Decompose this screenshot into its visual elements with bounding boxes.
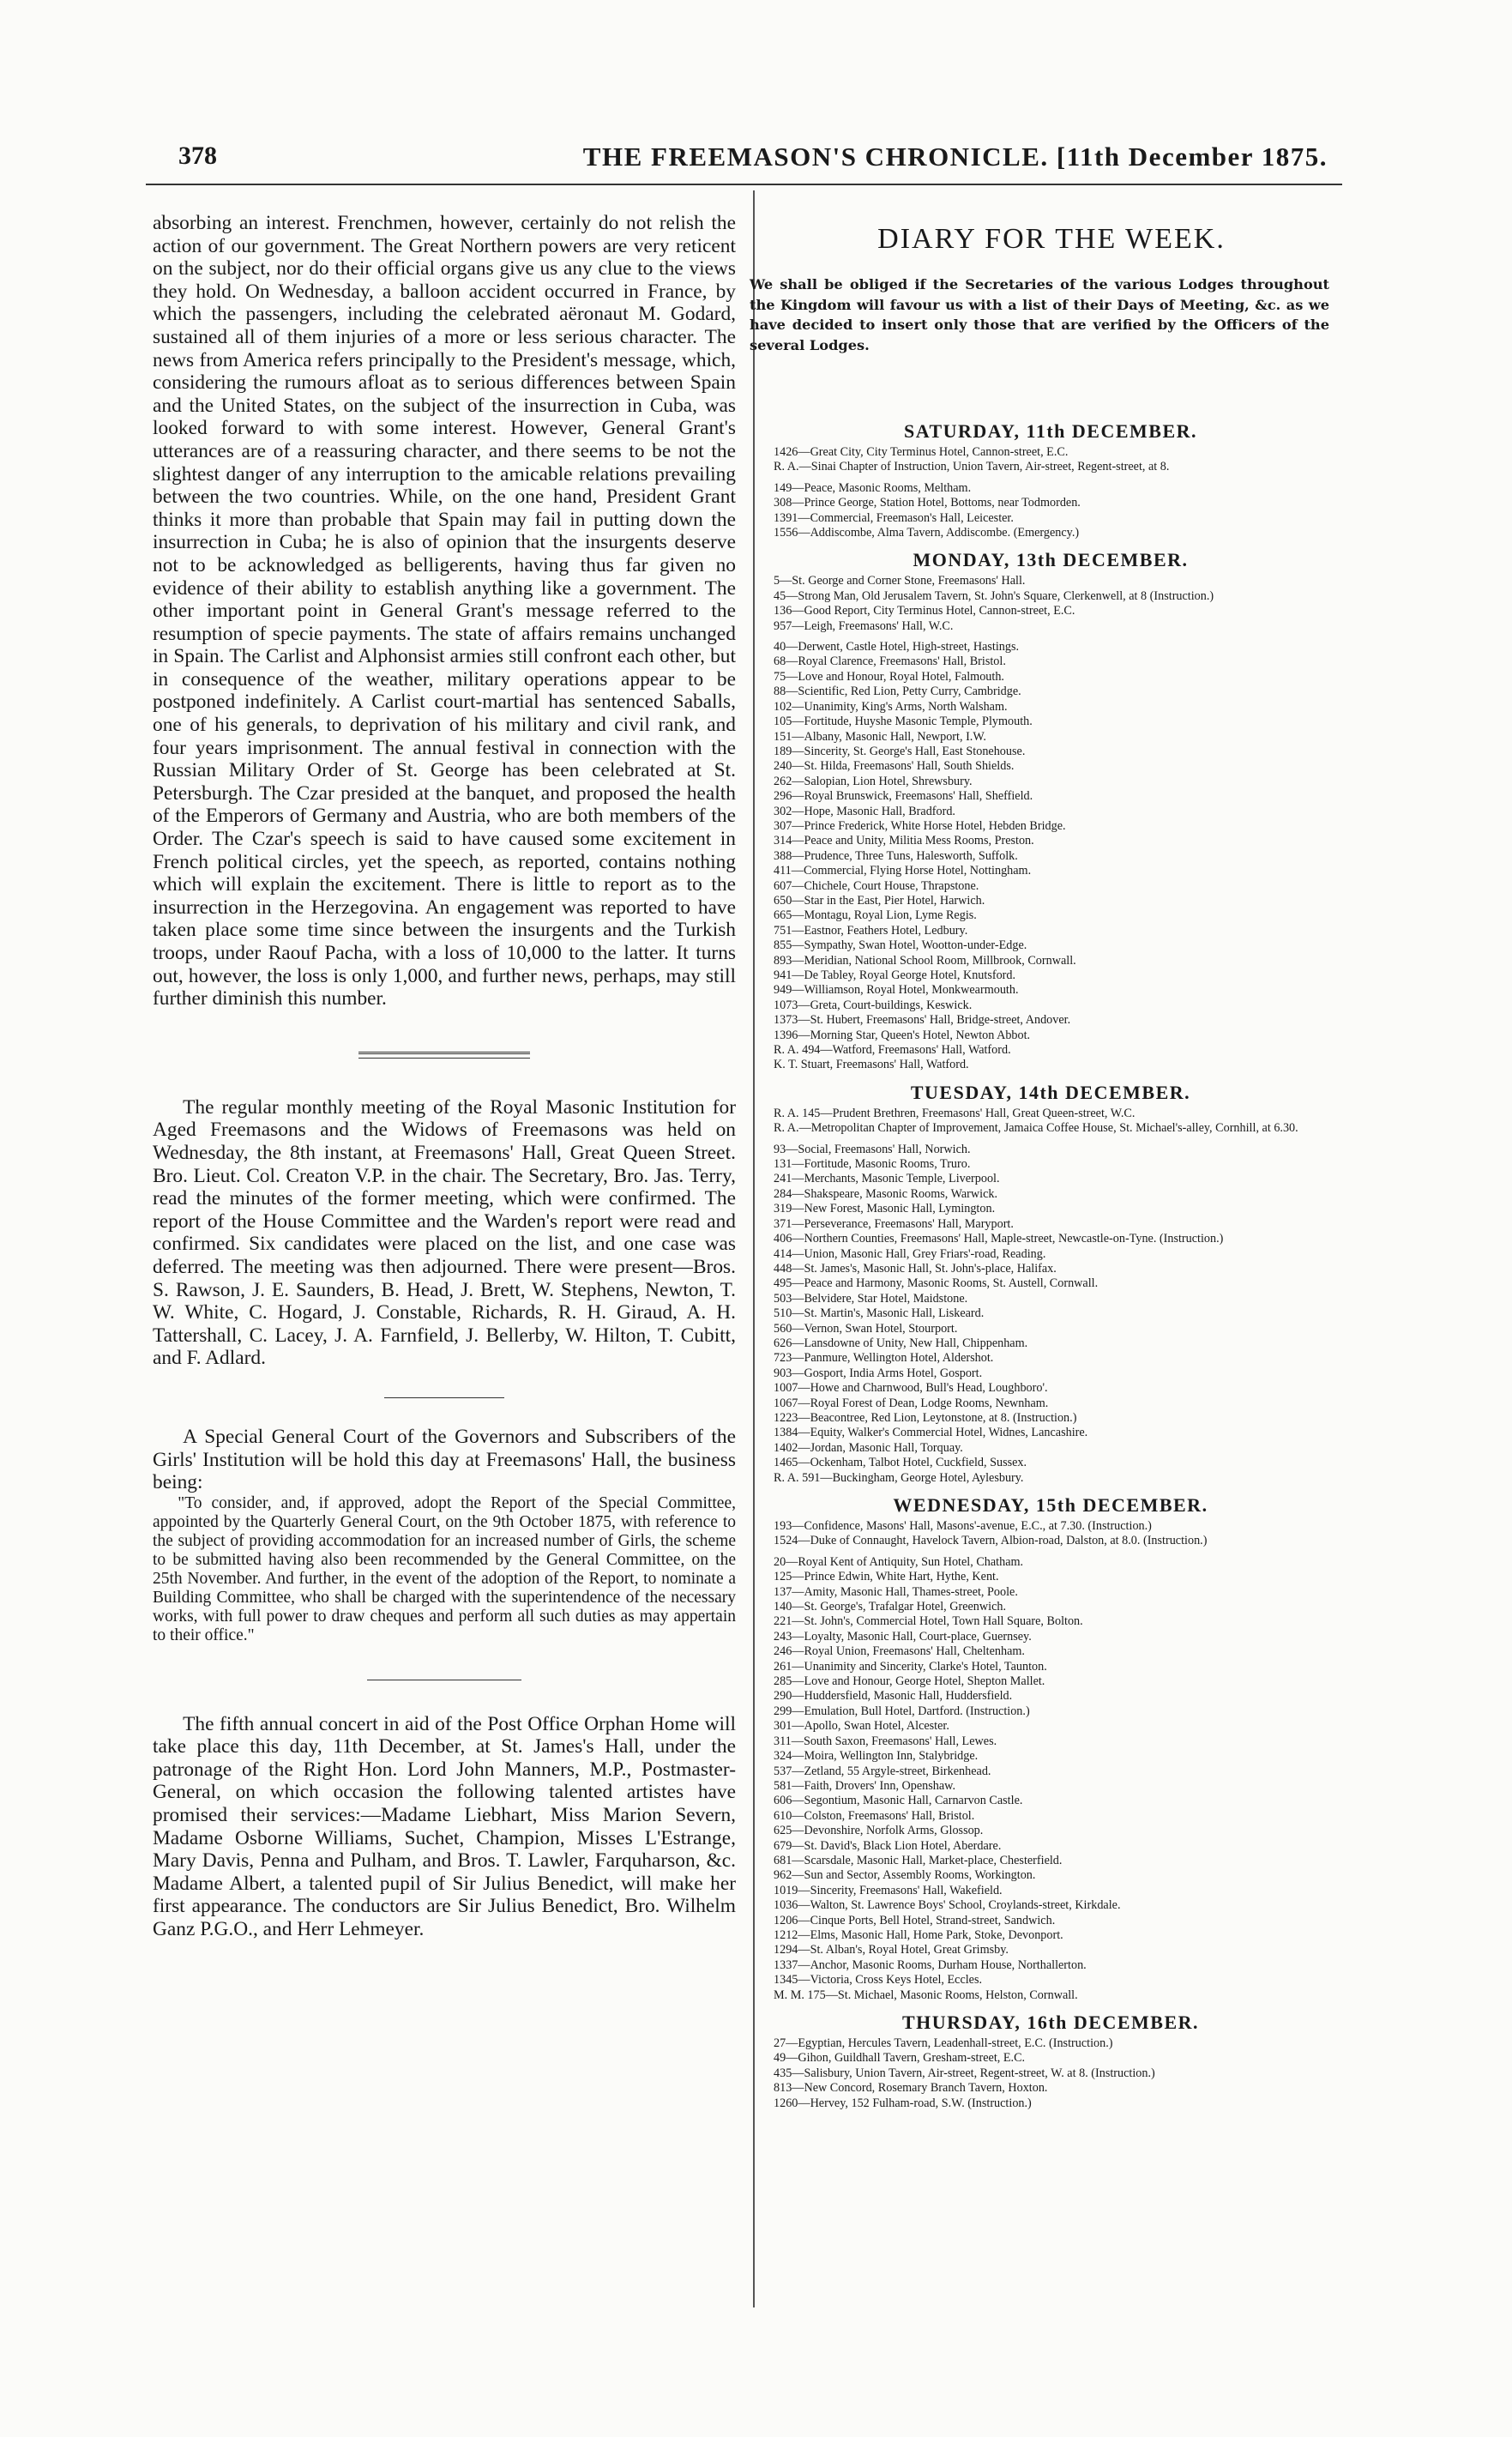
lodge-entry: 241—Merchants, Masonic Temple, Liverpool. [774,1172,1000,1186]
lodge-entry: 388—Prudence, Three Tuns, Halesworth, Suffolk. [774,848,1018,863]
lodge-entry: 949—Williamson, Royal Hotel, Monkwearmouth. [774,983,1019,998]
lodge-entry: 962—Sun and Sector, Assembly Rooms, Workington. [774,1868,1036,1883]
lodge-entry: 371—Perseverance, Freemasons' Hall, Maryport. [774,1216,1014,1231]
diary-intro: We shall be obliged if the Secretaries of the various Lodges throughout the Kingdom will favour us with a list of their Days of Meeting, &c. as we have decided to insert only those that are verified by the Officers of the several Lodges. [750,276,1329,353]
lodge-entry: 1073—Greta, Court-buildings, Keswick. [774,998,973,1012]
lodge-entry: R. A. 591—Buckingham, George Hotel, Aylesbury. [774,1470,1024,1485]
lodge-entry: 411—Commercial, Flying Horse Hotel, Nottingham. [774,864,1032,878]
lodge-entry: 40—Derwent, Castle Hotel, High-street, Hastings. [774,640,1020,654]
lodge-entry: 650—Star in the East, Pier Hotel, Harwich. [774,893,985,908]
lodge-entry: 20—Royal Kent of Antiquity, Sun Hotel, Chatham. [774,1554,1024,1569]
lodge-entry: 606—Segontium, Masonic Hall, Carnarvon Castle. [774,1794,1023,1808]
lodge-entry: 68—Royal Clarence, Freemasons' Hall, Bristol. [774,654,1006,669]
lodge-entry: 262—Salopian, Lion Hotel, Shrewsbury. [774,774,973,788]
lodge-entry: 560—Vernon, Swan Hotel, Stourport. [774,1321,958,1336]
lodge-entry: 5—St. George and Corner Stone, Freemasons' Hall. [774,574,1026,588]
lodge-entry: 1426—Great City, City Terminus Hotel, Cannon-street, E.C. [774,445,1069,459]
lodge-entry: 893—Meridian, National School Room, Millbrook, Cornwall. [774,953,1076,968]
lodge-entry: 193—Confidence, Masons' Hall, Masons'-avenue, E.C., at 7.30. (Instruction.) [774,1519,1152,1533]
lodge-entry: 510—St. Martin's, Masonic Hall, Liskeard. [774,1306,985,1321]
diary-title: DIARY FOR THE WEEK. [877,223,1226,255]
lodge-entry: 45—Strong Man, Old Jerusalem Tavern, St. John's Square, Clerkenwell, at 8 (Instruction.) [774,588,1214,603]
lodge-entry: 1206—Cinque Ports, Bell Hotel, Strand-street, Sandwich. [774,1913,1056,1927]
lodge-entry: 301—Apollo, Swan Hotel, Alcester. [774,1719,949,1734]
lodge-entry: 302—Hope, Masonic Hall, Bradford. [774,804,955,818]
group-gap [739,634,1338,640]
day-heading: MONDAY, 13th DECEMBER. [913,549,1189,571]
lodge-entry: 1260—Hervey, 152 Fulham-road, S.W. (Instruction.) [774,2096,1032,2110]
lodge-entry: 1556—Addiscombe, Alma Tavern, Addiscombe. (Emergency.) [774,526,1080,540]
group-gap [739,475,1338,481]
lodge-entry: 414—Union, Masonic Hall, Grey Friars'-road, Reading. [774,1246,1046,1261]
lodge-entry: 243—Loyalty, Masonic Hall, Court-place, Guernsey. [774,1629,1032,1644]
article-paragraph-news: absorbing an interest. Frenchmen, however, certainly do not relish the action of our government. The Great Northern powers are very reticent on the subject, nor do their official organs give us any clue to the views they hold. On Wednesday, a balloon accident occurred in France, by which the passengers, including the celebrated aëronaut M. Godard, sustained all of them injuries of a more or less serious character. The news from America refers principally to the President's message, which, considering the rumours afloat as to serious differences between Spain and the United States, on the subject of the insurrection in Cuba, was looked forward to with some interest. However, General Grant's utterances are of a reassuring character, and there seems to be not the slightest danger of any interruption to the amicable relations prevailing between the two countries. While, on the one hand, President Grant thinks it more than probable that Spain may fail in putting down the insurrection in Cuba; he is also of opinion that the insurgents deserve not to be acknowledged as belligerents, having thus far given no evidence of their ability to establish anything like a government. The other important point in General Grant's message referred to the resumption of specie payments. The state of affairs remains unchanged in Spain. The Carlist and Alphonsist armies still confront each other, but in consequence of the weather, military operations appear to be postponed indefinitely. A Carlist court-martial has sentenced Saballs, one of his generals, to deprivation of his military and civil rank, and four years imprisonment. The annual festival in connection with the Russian Military Order of St. George has been celebrated at St. Petersburgh. The Czar presided at the banquet, and proposed the health of the Emperors of Germany and Austria, who are both members of the Order. The Czar's speech is said to have caused some excitement in French political circles, yet the speech, as reported, contains nothing which will explain the excitement. There is little to report as to the insurrection in the Herzegovina. An engagement was reported to have taken place some time since between the insurgents and the Turkish troops, under Raouf Pacha, with a loss of 10,000 to the latter. It turns out, however, the loss is only 1,000, and further news, perhaps, may still further diminish this number. [153,212,736,1010]
lodge-entry: 681—Scarsdale, Masonic Hall, Market-place, Chesterfield. [774,1853,1063,1867]
lodge-entry: 1019—Sincerity, Freemasons' Hall, Wakefield. [774,1883,1003,1897]
lodge-entry: 855—Sympathy, Swan Hotel, Wootton-under-Edge. [774,938,1027,953]
group-gap [739,1549,1338,1555]
lodge-entry: 140—St. George's, Trafalgar Hotel, Greenwich. [774,1600,1007,1614]
lodge-entry: 311—South Saxon, Freemasons' Hall, Lewes. [774,1734,997,1748]
lodge-entry: 1345—Victoria, Cross Keys Hotel, Eccles. [774,1973,983,1988]
page-number: 378 [178,142,217,170]
lodge-entry: M. M. 175—St. Michael, Masonic Rooms, Helston, Cornwall. [774,1988,1078,2002]
lodge-entry: 610—Colston, Freemasons' Hall, Bristol. [774,1808,975,1823]
masthead-title: THE FREEMASON'S CHRONICLE. [11th December 1875. [582,142,1328,172]
lodge-entry: 1396—Morning Star, Queen's Hotel, Newton Abbot. [774,1028,1031,1042]
lodge-entry: 246—Royal Union, Freemasons' Hall, Cheltenham. [774,1644,1025,1659]
lodge-entry: 136—Good Report, City Terminus Hotel, Cannon-street, E.C. [774,604,1075,618]
day-heading: SATURDAY, 11th DECEMBER. [903,420,1198,442]
left-column [153,212,736,1941]
lodge-entry: 261—Unanimity and Sincerity, Clarke's Hotel, Taunton. [774,1659,1047,1674]
group-gap [739,1137,1338,1143]
lodge-entry: 435—Salisbury, Union Tavern, Air-street, Regent-street, W. at 8. (Instruction.) [774,2066,1155,2080]
lodge-entry: 495—Peace and Harmony, Masonic Rooms, St. Austell, Cornwall. [774,1276,1099,1291]
lodge-entry: 903—Gosport, India Arms Hotel, Gosport. [774,1366,983,1380]
lodge-entry: 88—Scientific, Red Lion, Petty Curry, Cambridge. [774,685,1021,699]
lodge-entry: 679—St. David's, Black Lion Hotel, Aberdare. [774,1838,1002,1853]
lodge-entry: 723—Panmure, Wellington Hotel, Aldershot. [774,1351,994,1366]
lodge-entry: R. A.—Metropolitan Chapter of Improvement, Jamaica Coffee House, St. Michael's-alley, Cornhill, at 6.30. [774,1121,1298,1136]
quoted-business-text: "To consider, and, if approved, adopt the Report of the Special Committee, appointed by the Quarterly General Court, on the 9th October 1875, with reference to the subject of providing accommodation for an increased number of Girls, the scheme to be submitted having also been recommended by the General Committee, on the 25th November. And further, in the event of the adoption of the Report, to nominate a Building Committee, who shall be charged with the superintendence of the necessary works, with full power to draw cheques and perform all such duties as may appertain to their office." [153,1493,736,1644]
lodge-entry: 189—Sincerity, St. George's Hall, East Stonehouse. [774,744,1026,758]
lodge-entry: 1212—Elms, Masonic Hall, Home Park, Stoke, Devonport. [774,1927,1063,1942]
article-paragraph-masonic-institution: The regular monthly meeting of the Royal Masonic Institution for Aged Freemasons and the Widows of Freemasons was held on Wednesday, the 8th instant, at Freemasons' Hall, Great Queen Street. Bro. Lieut. Col. Creaton V.P. in the chair. The Secretary, Bro. Jas. Terry, read the minutes of the former meeting, which were confirmed. The report of the House Committee and the Warden's report were read and confirmed. Six candidates were placed on the list, and one case was deferred. The meeting was then adjourned. There were present—Bros. S. Rawson, J. E. Saunders, B. Head, J. Brett, W. Stephens, Newton, T. W. White, C. Hogard, J. Constable, Richards, R. H. Giraud, A. H. Tattershall, C. Lacey, J. A. Farnfield, J. Bellerby, W. Hilton, T. Cubitt, and F. Adlard. [153,1095,736,1370]
lodge-entry: 296—Royal Brunswick, Freemasons' Hall, Sheffield. [774,789,1033,804]
day-heading: WEDNESDAY, 15th DECEMBER. [893,1494,1208,1516]
lodge-entry: 1223—Beacontree, Red Lion, Leytonstone, at 8. (Instruction.) [774,1410,1077,1425]
lodge-entry: 1007—Howe and Charnwood, Bull's Head, Loughboro'. [774,1381,1048,1396]
lodge-entry: 1294—St. Alban's, Royal Hotel, Great Grimsby. [774,1943,1009,1957]
lodge-entry: 957—Leigh, Freemasons' Hall, W.C. [774,618,954,633]
lodge-entry: 93—Social, Freemasons' Hall, Norwich. [774,1142,971,1156]
lodge-entry: 1384—Equity, Walker's Commercial Hotel, Widnes, Lancashire. [774,1426,1088,1440]
page-header [178,142,1328,181]
lodge-entry: 27—Egyptian, Hercules Tavern, Leadenhall-street, E.C. (Instruction.) [774,2036,1113,2050]
lodge-entry: 102—Unanimity, King's Arms, North Walsham. [774,699,1008,714]
section-divider [384,1397,504,1398]
lodge-entry: 665—Montagu, Royal Lion, Lyme Regis. [774,908,977,923]
lodge-entry: 537—Zetland, 55 Argyle-street, Birkenhead. [774,1764,991,1778]
lodge-entry: R. A. 145—Prudent Brethren, Freemasons' Hall, Great Queen-street, W.C. [774,1106,1136,1120]
lodge-entry: 1465—Ockenham, Talbot Hotel, Cuckfield, Sussex. [774,1456,1027,1470]
lodge-entry: 1524—Duke of Connaught, Havelock Tavern, Albion-road, Dalston, at 8.0. (Instruction.) [774,1534,1208,1548]
article-paragraph-girls-institution: A Special General Court of the Governors and Subscribers of the Girls' Institution will be hold this day at Freemasons' Hall, the business being: [153,1425,736,1494]
lodge-entry: 1391—Commercial, Freemason's Hall, Leicester. [774,510,1014,525]
lodge-entry: 581—Faith, Drovers' Inn, Openshaw. [774,1778,956,1793]
lodge-entry: 151—Albany, Masonic Hall, Newport, I.W. [774,729,986,744]
lodge-entry: 324—Moira, Wellington Inn, Stalybridge. [774,1749,979,1764]
lodge-entry: 607—Chichele, Court House, Thrapstone. [774,878,979,893]
lodge-entry: 75—Love and Honour, Royal Hotel, Falmouth. [774,669,1004,684]
day-heading: TUESDAY, 14th DECEMBER. [910,1081,1191,1103]
lodge-entry: 314—Peace and Unity, Militia Mess Rooms, Preston. [774,834,1034,848]
lodge-entry: 1337—Anchor, Masonic Rooms, Durham House, Northallerton. [774,1957,1087,1972]
lodge-entry: 1402—Jordan, Masonic Hall, Torquay. [774,1440,963,1455]
lodge-entry: 625—Devonshire, Norfolk Arms, Glossop. [774,1824,984,1838]
lodge-entry: 406—Northern Counties, Freemasons' Hall, Maple-street, Newcastle-on-Tyne. (Instruction.) [774,1232,1224,1246]
lodge-entry: R. A. 494—Watford, Freemasons' Hall, Watford. [774,1043,1011,1058]
article-paragraph-concert: The fifth annual concert in aid of the Post Office Orphan Home will take place this day, 11th December, at St. James's Hall, under the patronage of the Right Hon. Lord John Manners, M.P., Postmaster-General, on which occasion the following talented artistes have promised their services:—Madame Liebhart, Miss Marion Severn, Madame Osborne Williams, Suchet, Champion, Misses L'Estrange, Mary Davis, Penna and Pulham, and Bros. T. Lawler, Farquharson, &c. Madame Albert, a talented pupil of Sir Julius Benedict, will make her first appearance. The conductors are Sir Julius Benedict, Bro. Wilhelm Ganz P.G.O., and Herr Lehmeyer. [153,1712,736,1941]
lodge-entry: 307—Prince Frederick, White Horse Hotel, Hebden Bridge. [774,818,1066,833]
diary-days [739,420,1338,2111]
lodge-entry: 125—Prince Edwin, White Hart, Hythe, Kent. [774,1570,999,1584]
lodge-entry: 240—St. Hilda, Freemasons' Hall, South Shields. [774,759,1015,774]
lodge-entry: 299—Emulation, Bull Hotel, Dartford. (Instruction.) [774,1704,1030,1718]
lodge-entry: 137—Amity, Masonic Hall, Thames-street, Poole. [774,1584,1018,1599]
lodge-entry: 1067—Royal Forest of Dean, Lodge Rooms, Newnham. [774,1396,1049,1410]
section-divider [358,1052,530,1059]
lodge-entry: 221—St. John's, Commercial Hotel, Town Hall Square, Bolton. [774,1614,1083,1629]
lodge-entry: 1373—St. Hubert, Freemasons' Hall, Bridge-street, Andover. [774,1013,1071,1028]
lodge-entry: K. T. Stuart, Freemasons' Hall, Watford. [774,1058,969,1072]
lodge-entry: 503—Belvidere, Star Hotel, Maidstone. [774,1291,968,1306]
lodge-entry: 49—Gihon, Guildhall Tavern, Gresham-street, E.C. [774,2051,1026,2066]
lodge-entry: 751—Eastnor, Feathers Hotel, Ledbury. [774,923,968,938]
lodge-entry: 1036—Walton, St. Lawrence Boys' School, Croylands-street, Kirkdale. [774,1898,1121,1913]
lodge-entry: 149—Peace, Masonic Rooms, Meltham. [774,480,972,495]
lodge-entry: 319—New Forest, Masonic Hall, Lymington. [774,1202,996,1216]
lodge-entry: 813—New Concord, Rosemary Branch Tavern, Hoxton. [774,2081,1048,2096]
lodge-entry: 284—Shakspeare, Masonic Rooms, Warwick. [774,1186,998,1201]
day-heading: THURSDAY, 16th DECEMBER. [901,2012,1200,2033]
lodge-entry: 105—Fortitude, Huyshe Masonic Temple, Plymouth. [774,715,1033,729]
lodge-entry: 131—Fortitude, Masonic Rooms, Truro. [774,1157,971,1172]
lodge-entry: 941—De Tabley, Royal George Hotel, Knutsford. [774,968,1016,982]
header-rule [146,184,1342,185]
lodge-entry: 626—Lansdowne of Unity, New Hall, Chippenham. [774,1336,1028,1350]
lodge-entry: 308—Prince George, Station Hotel, Bottoms, near Todmorden. [774,496,1081,510]
lodge-entry: 290—Huddersfield, Masonic Hall, Huddersfield. [774,1689,1013,1704]
lodge-entry: R. A.—Sinai Chapter of Instruction, Union Tavern, Air-street, Regent-street, at 8. [774,460,1170,474]
lodge-entry: 285—Love and Honour, George Hotel, Shepton Mallet. [774,1674,1045,1689]
right-column [739,223,1338,2111]
lodge-entry: 448—St. James's, Masonic Hall, St. John's-place, Halifax. [774,1261,1057,1276]
